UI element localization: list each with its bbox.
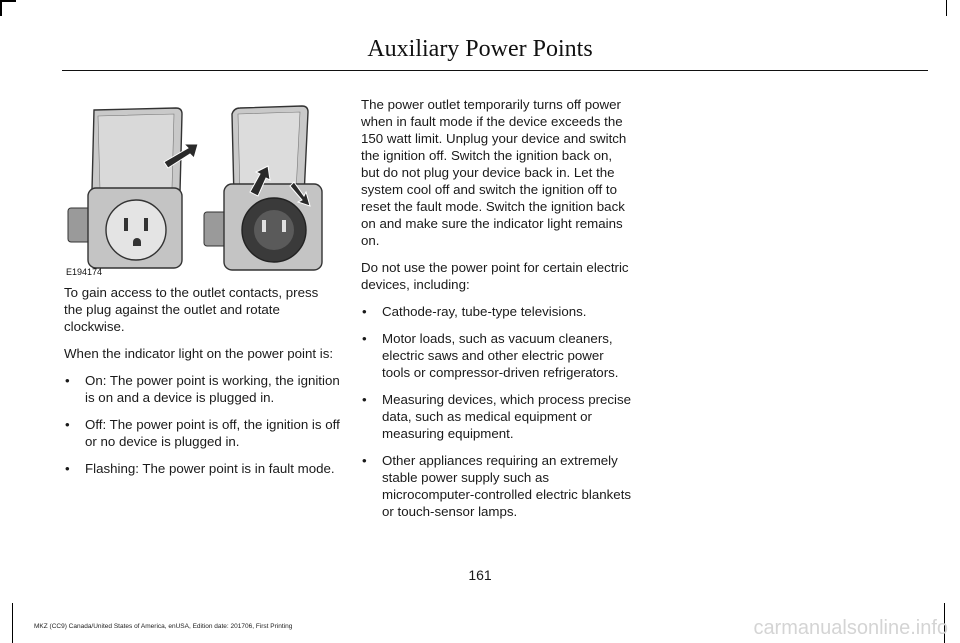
- figure-id: E194174: [66, 267, 103, 277]
- watermark: carmanualsonline.info: [753, 617, 948, 639]
- left-column: [64, 284, 340, 487]
- outlet-rotate-icon: [204, 106, 322, 270]
- crop-mark-top-left: [0, 0, 16, 2]
- list-item: • Motor loads, such as vacuum cleaners, electric saws and other electric power tools or compressor-driven refrigerators.: [361, 330, 633, 381]
- page-number: 161: [468, 567, 492, 583]
- outlet-closed-lid-icon: [68, 108, 198, 268]
- indicator-list: [64, 372, 340, 477]
- crop-mark-top-right: [946, 0, 947, 16]
- list-item: • Off: The power point is off, the ignition is off or no device is plugged in.: [64, 416, 340, 450]
- right-column: [361, 96, 633, 530]
- crop-mark-top-left: [0, 0, 2, 16]
- paragraph: The power outlet temporarily turns off power when in fault mode if the device exceeds the 150 watt limit. Unplug your device and switch the ignition off. Switch the ignition back on, but do not plug your device back in. Let the system cool off and switch the ignition off to reset the fault mode. Switch the ignition back on and make sure the indicator light remains on.: [361, 97, 627, 248]
- footer-edition-text: MKZ (CC9) Canada/United States of America, enUSA, Edition date: 201706, First Printing: [34, 623, 293, 630]
- page-title: Auxiliary Power Points: [367, 36, 593, 62]
- list-item: • Other appliances requiring an extremely stable power supply such as microcomputer-controlled electric blankets or touch-sensor lamps.: [361, 452, 633, 520]
- list-item: • Measuring devices, which process precise data, such as medical equipment or measuring equipment.: [361, 391, 633, 442]
- header-rule: [62, 70, 928, 71]
- paragraph: Do not use the power point for certain electric devices, including:: [361, 260, 629, 292]
- list-item: • On: The power point is working, the ignition is on and a device is plugged in.: [64, 372, 340, 406]
- power-outlet-illustration: [64, 100, 344, 276]
- device-list: [361, 303, 633, 520]
- crop-mark-bottom-left: [12, 603, 13, 643]
- list-item: • Cathode-ray, tube-type televisions.: [361, 303, 633, 320]
- paragraph: To gain access to the outlet contacts, press the plug against the outlet and rotate clockwise.: [64, 285, 319, 334]
- paragraph: When the indicator light on the power point is:: [64, 346, 334, 361]
- list-item: • Flashing: The power point is in fault mode.: [64, 460, 340, 477]
